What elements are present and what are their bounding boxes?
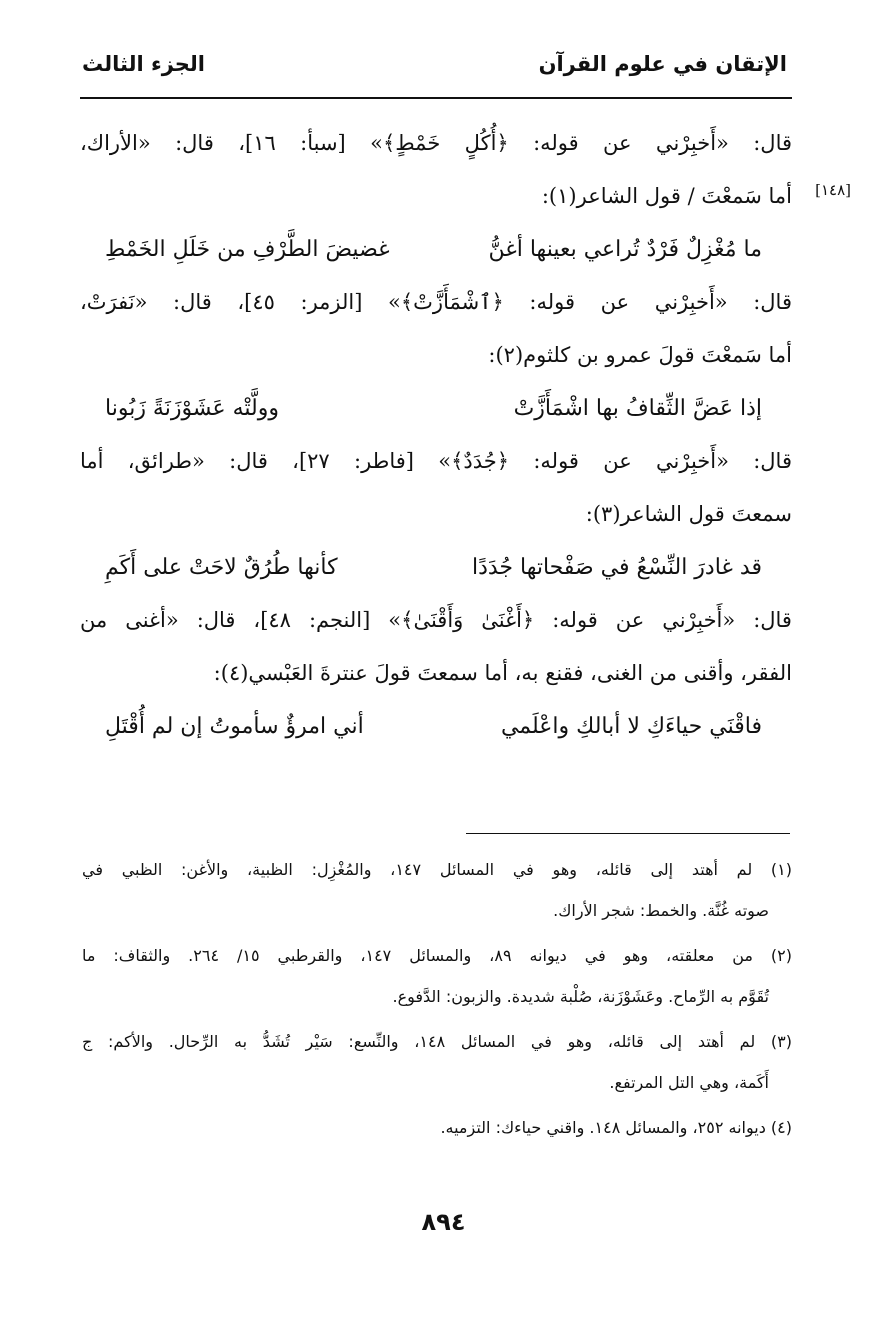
- verse-second-hemistich: وولَّتْه عَشَوْزَنَةً زَبُونا: [105, 396, 279, 421]
- body-line: قال: «أَخبِرْني عن قوله: ﴿ٱشْمَأَزَّتْ﴾» [الزمر: ٤٥]، قال: «نَفرَتْ،: [80, 290, 792, 314]
- body-line: قال: «أَخبِرْني عن قوله: ﴿أُكُلٍ خَمْطٍ﴾» [سبأ: ١٦]، قال: «الأراك،: [80, 131, 793, 155]
- body-line: قال: «أَخبِرْني عن قوله: ﴿أَغْنَىٰ وَأَقْنَىٰ﴾» [النجم: ٤٨]، قال: «أغنى من: [80, 608, 792, 632]
- footnote-1-line-1: (١) لم أهتد إلى قائله، وهو في المسائل ١٤٧، والمُغْزِل: الظبية، والأغن: الظبي في: [82, 860, 793, 879]
- running-header-title: الإتقان في علوم القرآن: [538, 52, 787, 76]
- verse-first-hemistich: ما مُغْزِلٌ فَرْدٌ تُراعي بعينها أغنُّ: [488, 237, 762, 262]
- footnote-4-line-1: (٤) ديوانه ٢٥٢، والمسائل ١٤٨. واقني حياءك: التزميه.: [440, 1118, 792, 1137]
- poem-verse: [105, 234, 762, 266]
- verse-second-hemistich: غضيضَ الطَّرْفِ من خَلَلِ الخَمْطِ: [105, 237, 390, 262]
- verse-second-hemistich: أني امرؤٌ سأموتُ إن لم أُقْتَلِ: [105, 714, 364, 739]
- running-header-part: الجزء الثالث: [82, 52, 205, 76]
- poem-verse: [105, 552, 762, 584]
- footnote-3-line-1: (٣) لم أهتد إلى قائله، وهو في المسائل ١٤٨، والنِّسع: سَيْر تُشَدُّ به الرِّحال. والأكم: ج: [82, 1032, 792, 1051]
- header-divider: [80, 97, 792, 99]
- verse-first-hemistich: فاقْنَي حياءَكِ لا أبالكِ واعْلَمي: [500, 714, 762, 739]
- footnote-3-line-2: أَكَمة، وهي التل المرتفع.: [609, 1073, 769, 1092]
- page-number: ٨٩٤: [421, 1208, 466, 1236]
- poem-verse: [105, 393, 762, 425]
- verse-first-hemistich: قد غادرَ النِّسْعُ في صَفْحاتها جُدَدًا: [471, 555, 762, 580]
- footnote-divider: [466, 833, 790, 834]
- footnote-1-line-2: صوته غُنَّة. والخمط: شجر الأراك.: [553, 901, 769, 920]
- body-line: الفقر، وأقنى من الغنى، فقنع به، أما سمعتَ قولَ عنترةَ العَبْسي(٤):: [213, 661, 792, 685]
- margin-page-reference: [١٤٨]: [815, 181, 851, 199]
- footnote-2-line-2: تُقَوَّم به الرِّماح. وعَشَوْزَنة، صُلْبة شديدة. والزبون: الدَّفوع.: [392, 987, 769, 1006]
- verse-second-hemistich: كأنها طُرُقٌ لاحَتْ على أَكَمِ: [105, 555, 338, 580]
- verse-first-hemistich: إذا عَضَّ الثِّقافُ بها اشْمَأَزَّتْ: [513, 396, 762, 421]
- poem-verse: [105, 711, 762, 743]
- body-line: أما سَمعْتَ / قول الشاعر(١):: [541, 184, 792, 208]
- body-line: قال: «أَخبِرْني عن قوله: ﴿جُدَدٌ﴾» [فاطر: ٢٧]، قال: «طرائق، أما: [80, 449, 792, 473]
- body-line: سمعتَ قول الشاعر(٣):: [585, 502, 792, 526]
- footnote-2-line-1: (٢) من معلقته، وهو في ديوانه ٨٩، والمسائل ١٤٧، والقرطبي ١٥/ ٢٦٤. والثقاف: ما: [82, 946, 793, 965]
- body-line: أما سَمعْتَ قولَ عمرو بن كلثوم(٢):: [488, 343, 792, 367]
